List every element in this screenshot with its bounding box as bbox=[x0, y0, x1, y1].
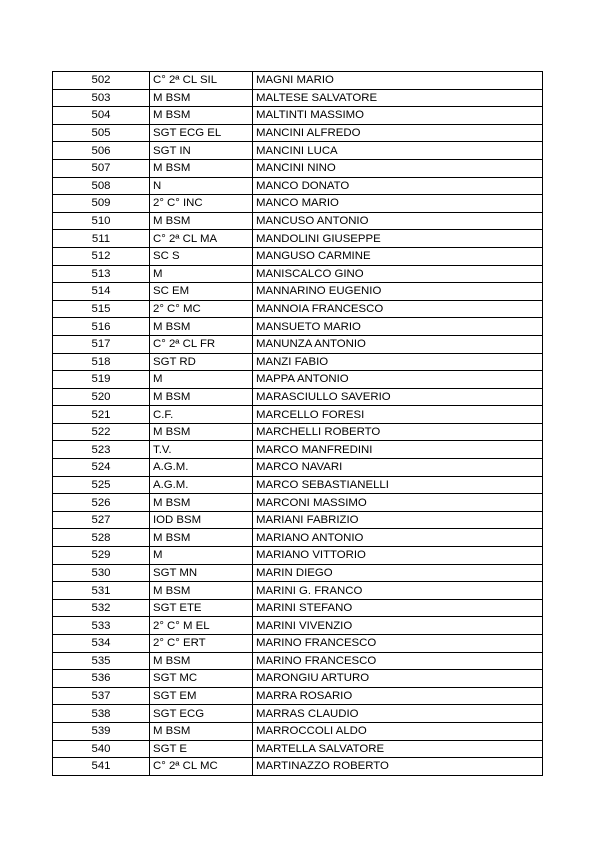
table-row bbox=[53, 89, 543, 107]
rank-cell: C° 2ª CL FR bbox=[150, 335, 253, 353]
table-row bbox=[53, 635, 543, 653]
number-cell: 541 bbox=[53, 758, 150, 776]
number-cell: 519 bbox=[53, 371, 150, 389]
table-row bbox=[53, 687, 543, 705]
name-cell: MARRA ROSARIO bbox=[253, 687, 543, 705]
table-row bbox=[53, 599, 543, 617]
name-cell: MANCO MARIO bbox=[253, 195, 543, 213]
table-row bbox=[53, 423, 543, 441]
number-cell: 538 bbox=[53, 705, 150, 723]
name-cell: MANCINI NINO bbox=[253, 159, 543, 177]
rank-cell: SGT MN bbox=[150, 564, 253, 582]
number-cell: 537 bbox=[53, 687, 150, 705]
rank-cell: M BSM bbox=[150, 722, 253, 740]
number-cell: 525 bbox=[53, 476, 150, 494]
number-cell: 530 bbox=[53, 564, 150, 582]
number-cell: 522 bbox=[53, 423, 150, 441]
rank-cell: SC S bbox=[150, 247, 253, 265]
rank-cell: SGT ECG EL bbox=[150, 124, 253, 142]
number-cell: 512 bbox=[53, 247, 150, 265]
roster-table bbox=[52, 71, 543, 776]
rank-cell: SC EM bbox=[150, 283, 253, 301]
rank-cell: IOD BSM bbox=[150, 511, 253, 529]
number-cell: 520 bbox=[53, 388, 150, 406]
table-row bbox=[53, 740, 543, 758]
number-cell: 516 bbox=[53, 318, 150, 336]
rank-cell: 2° C° M EL bbox=[150, 617, 253, 635]
name-cell: MARROCCOLI ALDO bbox=[253, 722, 543, 740]
table-row bbox=[53, 758, 543, 776]
rank-cell: C° 2ª CL SIL bbox=[150, 72, 253, 90]
table-row bbox=[53, 107, 543, 125]
number-cell: 535 bbox=[53, 652, 150, 670]
number-cell: 503 bbox=[53, 89, 150, 107]
name-cell: MALTINTI MASSIMO bbox=[253, 107, 543, 125]
table-row bbox=[53, 564, 543, 582]
rank-cell: M BSM bbox=[150, 494, 253, 512]
rank-cell: M BSM bbox=[150, 159, 253, 177]
table-row bbox=[53, 476, 543, 494]
name-cell: MARCONI MASSIMO bbox=[253, 494, 543, 512]
rank-cell: SGT ECG bbox=[150, 705, 253, 723]
table-row bbox=[53, 247, 543, 265]
name-cell: MARINO FRANCESCO bbox=[253, 635, 543, 653]
name-cell: MARCHELLI ROBERTO bbox=[253, 423, 543, 441]
number-cell: 540 bbox=[53, 740, 150, 758]
rank-cell: 2° C° INC bbox=[150, 195, 253, 213]
number-cell: 511 bbox=[53, 230, 150, 248]
rank-cell: A.G.M. bbox=[150, 476, 253, 494]
name-cell: MANDOLINI GIUSEPPE bbox=[253, 230, 543, 248]
name-cell: MARIN DIEGO bbox=[253, 564, 543, 582]
table-row bbox=[53, 617, 543, 635]
table-row bbox=[53, 529, 543, 547]
name-cell: MARCO MANFREDINI bbox=[253, 441, 543, 459]
table-row bbox=[53, 195, 543, 213]
name-cell: MAGNI MARIO bbox=[253, 72, 543, 90]
table-row bbox=[53, 670, 543, 688]
table-row bbox=[53, 335, 543, 353]
number-cell: 514 bbox=[53, 283, 150, 301]
name-cell: MANCINI LUCA bbox=[253, 142, 543, 160]
name-cell: MARIANO VITTORIO bbox=[253, 547, 543, 565]
name-cell: MANZI FABIO bbox=[253, 353, 543, 371]
number-cell: 539 bbox=[53, 722, 150, 740]
table-row bbox=[53, 142, 543, 160]
table-row bbox=[53, 652, 543, 670]
table-row bbox=[53, 124, 543, 142]
table-row bbox=[53, 159, 543, 177]
rank-cell: SGT EM bbox=[150, 687, 253, 705]
rank-cell: SGT IN bbox=[150, 142, 253, 160]
table-row bbox=[53, 318, 543, 336]
roster-body bbox=[53, 72, 543, 776]
name-cell: MANISCALCO GINO bbox=[253, 265, 543, 283]
rank-cell: 2° C° MC bbox=[150, 300, 253, 318]
number-cell: 533 bbox=[53, 617, 150, 635]
name-cell: MANCO DONATO bbox=[253, 177, 543, 195]
rank-cell: M bbox=[150, 265, 253, 283]
name-cell: MARRAS CLAUDIO bbox=[253, 705, 543, 723]
table-row bbox=[53, 300, 543, 318]
table-row bbox=[53, 459, 543, 477]
rank-cell: M BSM bbox=[150, 388, 253, 406]
rank-cell: M bbox=[150, 547, 253, 565]
number-cell: 507 bbox=[53, 159, 150, 177]
name-cell: MARTELLA SALVATORE bbox=[253, 740, 543, 758]
name-cell: MARINI VIVENZIO bbox=[253, 617, 543, 635]
name-cell: MARASCIULLO SAVERIO bbox=[253, 388, 543, 406]
number-cell: 528 bbox=[53, 529, 150, 547]
rank-cell: SGT RD bbox=[150, 353, 253, 371]
rank-cell: T.V. bbox=[150, 441, 253, 459]
table-row bbox=[53, 722, 543, 740]
rank-cell: M BSM bbox=[150, 652, 253, 670]
number-cell: 523 bbox=[53, 441, 150, 459]
rank-cell: M BSM bbox=[150, 318, 253, 336]
rank-cell: C° 2ª CL MA bbox=[150, 230, 253, 248]
rank-cell: M BSM bbox=[150, 582, 253, 600]
number-cell: 505 bbox=[53, 124, 150, 142]
name-cell: MARTINAZZO ROBERTO bbox=[253, 758, 543, 776]
number-cell: 502 bbox=[53, 72, 150, 90]
name-cell: MANNARINO EUGENIO bbox=[253, 283, 543, 301]
name-cell: MARIANI FABRIZIO bbox=[253, 511, 543, 529]
name-cell: MALTESE SALVATORE bbox=[253, 89, 543, 107]
name-cell: MARINI G. FRANCO bbox=[253, 582, 543, 600]
table-row bbox=[53, 582, 543, 600]
table-row bbox=[53, 265, 543, 283]
rank-cell: SGT MC bbox=[150, 670, 253, 688]
name-cell: MARCELLO FORESI bbox=[253, 406, 543, 424]
name-cell: MARONGIU ARTURO bbox=[253, 670, 543, 688]
table-row bbox=[53, 511, 543, 529]
rank-cell: C.F. bbox=[150, 406, 253, 424]
number-cell: 532 bbox=[53, 599, 150, 617]
number-cell: 527 bbox=[53, 511, 150, 529]
rank-cell: SGT E bbox=[150, 740, 253, 758]
number-cell: 536 bbox=[53, 670, 150, 688]
name-cell: MANCUSO ANTONIO bbox=[253, 212, 543, 230]
rank-cell: N bbox=[150, 177, 253, 195]
number-cell: 508 bbox=[53, 177, 150, 195]
table-row bbox=[53, 371, 543, 389]
number-cell: 529 bbox=[53, 547, 150, 565]
number-cell: 509 bbox=[53, 195, 150, 213]
table-row bbox=[53, 353, 543, 371]
rank-cell: M bbox=[150, 371, 253, 389]
name-cell: MARINI STEFANO bbox=[253, 599, 543, 617]
number-cell: 510 bbox=[53, 212, 150, 230]
table-row bbox=[53, 494, 543, 512]
number-cell: 526 bbox=[53, 494, 150, 512]
number-cell: 517 bbox=[53, 335, 150, 353]
number-cell: 518 bbox=[53, 353, 150, 371]
table-row bbox=[53, 283, 543, 301]
name-cell: MANGUSO CARMINE bbox=[253, 247, 543, 265]
rank-cell: 2° C° ERT bbox=[150, 635, 253, 653]
table-row bbox=[53, 230, 543, 248]
rank-cell: M BSM bbox=[150, 212, 253, 230]
table-row bbox=[53, 705, 543, 723]
name-cell: MANCINI ALFREDO bbox=[253, 124, 543, 142]
number-cell: 513 bbox=[53, 265, 150, 283]
number-cell: 531 bbox=[53, 582, 150, 600]
table-row bbox=[53, 388, 543, 406]
number-cell: 534 bbox=[53, 635, 150, 653]
name-cell: MANNOIA FRANCESCO bbox=[253, 300, 543, 318]
number-cell: 515 bbox=[53, 300, 150, 318]
number-cell: 524 bbox=[53, 459, 150, 477]
name-cell: MARINO FRANCESCO bbox=[253, 652, 543, 670]
table-row bbox=[53, 406, 543, 424]
number-cell: 504 bbox=[53, 107, 150, 125]
table-row bbox=[53, 547, 543, 565]
rank-cell: M BSM bbox=[150, 107, 253, 125]
name-cell: MANUNZA ANTONIO bbox=[253, 335, 543, 353]
number-cell: 521 bbox=[53, 406, 150, 424]
rank-cell: M BSM bbox=[150, 423, 253, 441]
name-cell: MARCO SEBASTIANELLI bbox=[253, 476, 543, 494]
name-cell: MARCO NAVARI bbox=[253, 459, 543, 477]
name-cell: MANSUETO MARIO bbox=[253, 318, 543, 336]
name-cell: MAPPA ANTONIO bbox=[253, 371, 543, 389]
rank-cell: C° 2ª CL MC bbox=[150, 758, 253, 776]
table-row bbox=[53, 177, 543, 195]
rank-cell: M BSM bbox=[150, 89, 253, 107]
rank-cell: SGT ETE bbox=[150, 599, 253, 617]
name-cell: MARIANO ANTONIO bbox=[253, 529, 543, 547]
rank-cell: M BSM bbox=[150, 529, 253, 547]
table-row bbox=[53, 441, 543, 459]
rank-cell: A.G.M. bbox=[150, 459, 253, 477]
table-row bbox=[53, 72, 543, 90]
number-cell: 506 bbox=[53, 142, 150, 160]
table-row bbox=[53, 212, 543, 230]
